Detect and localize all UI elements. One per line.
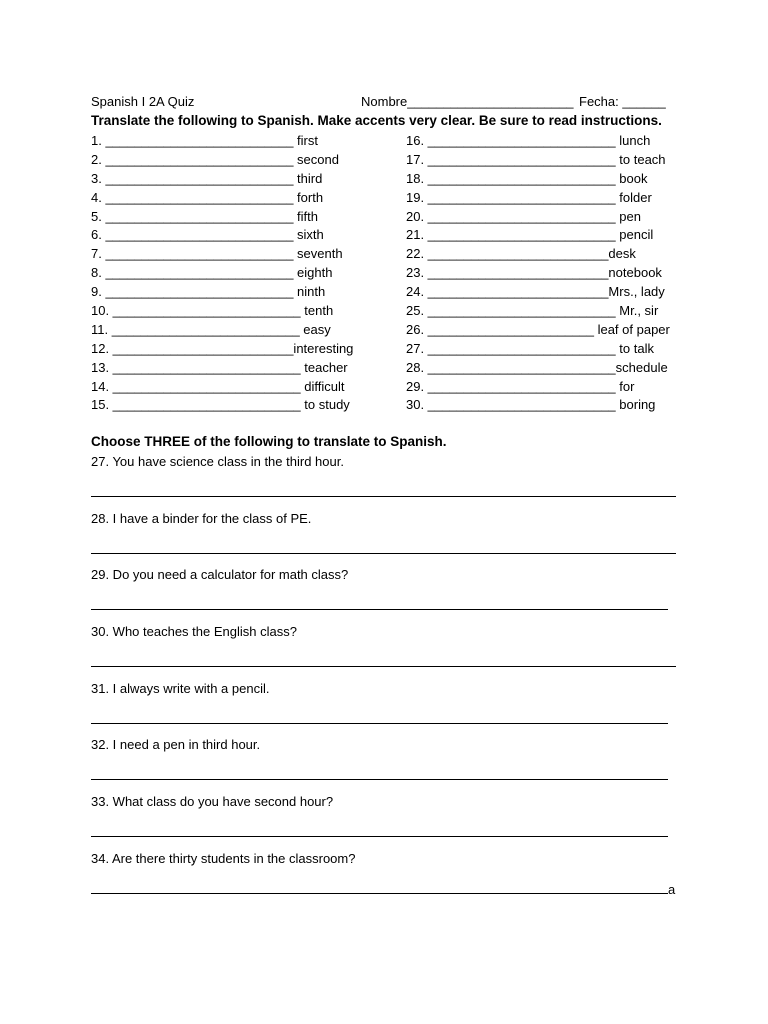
section2-heading: Choose THREE of the following to translate to Spanish. — [91, 434, 447, 449]
question-text: 32. I need a pen in third hour. — [91, 737, 261, 753]
vocab-item[interactable]: 7. __________________________ seventh — [91, 246, 343, 262]
answer-line[interactable] — [91, 539, 676, 554]
answer-line-row — [91, 539, 676, 557]
vocab-item[interactable]: 15. __________________________ to study — [91, 397, 350, 413]
question-item — [91, 454, 691, 511]
question-text: 27. You have science class in the third hour. — [91, 454, 344, 469]
vocab-list-left — [91, 132, 391, 415]
vocab-item[interactable]: 24. _________________________Mrs., lady — [406, 284, 665, 300]
question-text: 33. What class do you have second hour? — [91, 794, 334, 810]
vocab-item[interactable]: 10. __________________________ tenth — [91, 303, 334, 319]
vocab-item[interactable]: 14. __________________________ difficult — [91, 378, 345, 394]
answer-line-row — [91, 652, 676, 670]
vocab-item[interactable]: 4. __________________________ forth — [91, 189, 324, 205]
answer-line[interactable] — [91, 482, 676, 497]
answer-line-row — [91, 595, 668, 613]
answer-line[interactable] — [91, 709, 668, 724]
vocab-item[interactable]: 8. __________________________ eighth — [91, 265, 333, 281]
answer-line-row — [91, 822, 668, 840]
vocab-list-right — [406, 132, 696, 415]
question-text: 28. I have a binder for the class of PE. — [91, 510, 312, 526]
vocab-item[interactable]: 13. __________________________ teacher — [91, 359, 348, 375]
answer-line[interactable] — [91, 652, 676, 667]
question-text: 31. I always write with a pencil. — [91, 680, 270, 696]
vocab-item[interactable]: 22. _________________________desk — [406, 246, 636, 262]
answer-line[interactable] — [91, 765, 668, 780]
vocab-item[interactable]: 11. __________________________ easy — [91, 321, 331, 337]
vocab-item[interactable]: 26. _______________________ leaf of paper — [406, 321, 670, 337]
date-field[interactable]: Fecha: ______ — [579, 94, 666, 109]
question-item — [91, 567, 691, 624]
question-text: 34. Are there thirty students in the classroom? — [91, 850, 356, 866]
vocab-item[interactable]: 1. __________________________ first — [91, 133, 318, 148]
answer-line[interactable] — [91, 879, 668, 894]
vocab-item[interactable]: 6. __________________________ sixth — [91, 227, 324, 243]
question-item — [91, 794, 691, 851]
question-item — [91, 511, 691, 568]
vocab-item[interactable]: 17. __________________________ to teach — [406, 151, 666, 167]
question-list — [91, 454, 691, 908]
vocab-item[interactable]: 30. __________________________ boring — [406, 397, 656, 413]
answer-line[interactable] — [91, 595, 668, 610]
course-title: Spanish I 2A Quiz — [91, 94, 195, 109]
vocab-item[interactable]: 28. __________________________schedule — [406, 359, 668, 375]
vocab-item[interactable]: 19. __________________________ folder — [406, 189, 652, 205]
vocab-item[interactable]: 18. __________________________ book — [406, 170, 648, 186]
vocab-item[interactable]: 2. __________________________ second — [91, 151, 339, 167]
vocab-item[interactable]: 5. __________________________ fifth — [91, 208, 318, 224]
vocab-item[interactable]: 20. __________________________ pen — [406, 208, 641, 224]
vocab-item[interactable]: 29. __________________________ for — [406, 378, 635, 394]
question-item — [91, 624, 691, 681]
answer-suffix: a — [668, 881, 676, 897]
answer-line-row — [91, 709, 668, 727]
answer-line-row — [91, 879, 675, 897]
vocab-item[interactable]: 21. __________________________ pencil — [406, 227, 654, 243]
question-text: 30. Who teaches the English class? — [91, 624, 297, 640]
vocab-item[interactable]: 3. __________________________ third — [91, 170, 323, 186]
answer-line-row — [91, 482, 676, 500]
question-item — [91, 681, 691, 738]
instructions: Translate the following to Spanish. Make accents very clear. Be sure to read instructions. — [91, 113, 662, 128]
vocab-item[interactable]: 12. _________________________interesting — [91, 340, 354, 356]
vocab-item[interactable]: 16. __________________________ lunch — [406, 133, 651, 148]
question-item — [91, 737, 691, 794]
quiz-header — [91, 94, 681, 112]
question-item — [91, 851, 691, 908]
answer-line[interactable] — [91, 822, 668, 837]
vocab-item[interactable]: 9. __________________________ ninth — [91, 284, 326, 300]
name-field[interactable]: Nombre_______________________ — [361, 94, 574, 109]
vocab-item[interactable]: 25. __________________________ Mr., sir — [406, 303, 659, 319]
question-text: 29. Do you need a calculator for math class? — [91, 567, 349, 583]
vocab-item[interactable]: 27. __________________________ to talk — [406, 340, 654, 356]
answer-line-row — [91, 765, 668, 783]
vocab-item[interactable]: 23. _________________________notebook — [406, 265, 662, 281]
